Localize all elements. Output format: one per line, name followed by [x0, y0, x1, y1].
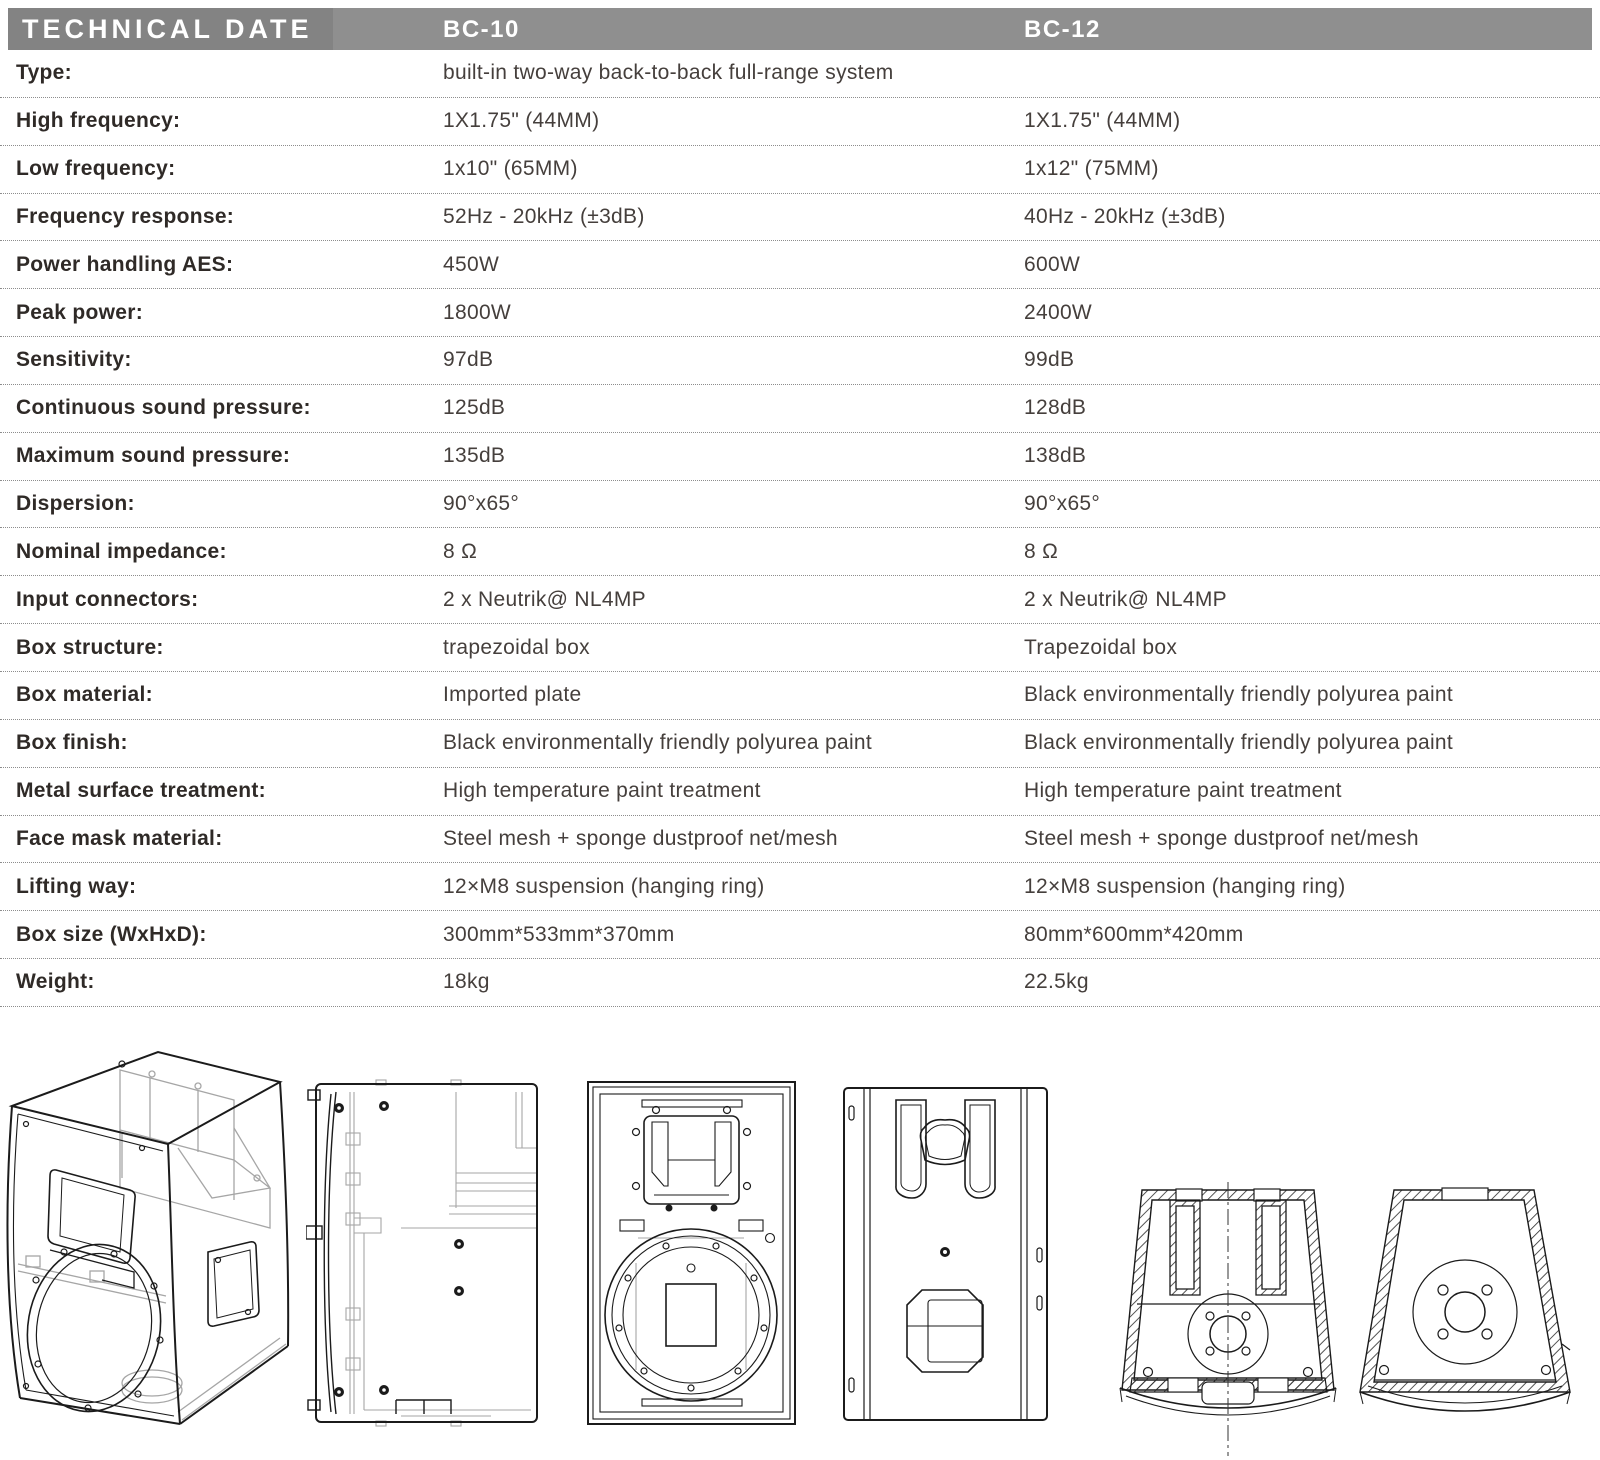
row-value-bc12: High temperature paint treatment — [1024, 779, 1342, 803]
table-header-bar — [8, 8, 1592, 50]
table-row — [0, 50, 1600, 98]
row-label: Lifting way: — [16, 874, 137, 898]
row-value-bc12: 1X1.75" (44MM) — [1024, 109, 1181, 133]
drawing-side-view — [306, 1078, 548, 1430]
table-row — [0, 385, 1600, 433]
row-value-bc10: 18kg — [443, 970, 490, 994]
row-label: Type: — [16, 61, 72, 85]
row-value-bc10: 12×M8 suspension (hanging ring) — [443, 874, 765, 898]
spec-table-rows — [0, 50, 1600, 1007]
row-value-bc10: High temperature paint treatment — [443, 779, 761, 803]
page-title: TECHNICAL DATE — [22, 14, 313, 44]
table-row — [0, 481, 1600, 529]
row-value-bc10: built-in two-way back-to-back full-range system — [443, 61, 894, 85]
row-value-bc10: 90°x65° — [443, 492, 520, 516]
row-label: Box size (WxHxD): — [16, 922, 207, 946]
table-row — [0, 576, 1600, 624]
table-row — [0, 720, 1600, 768]
row-label: Continuous sound pressure: — [16, 396, 311, 420]
table-row — [0, 289, 1600, 337]
row-value-bc10: 8 Ω — [443, 539, 478, 563]
drawing-top-section-view — [1106, 1182, 1352, 1460]
row-value-bc12: 2400W — [1024, 300, 1093, 324]
row-value-bc10: 135dB — [443, 444, 506, 468]
row-label: Metal surface treatment: — [16, 779, 266, 803]
row-label: Nominal impedance: — [16, 539, 227, 563]
row-value-bc10: Black environmentally friendly polyurea paint — [443, 731, 873, 755]
row-label: Box structure: — [16, 635, 164, 659]
row-value-bc12: 2 x Neutrik@ NL4MP — [1024, 587, 1227, 611]
table-row — [0, 624, 1600, 672]
row-label: Dispersion: — [16, 492, 135, 516]
table-row — [0, 911, 1600, 959]
row-value-bc12: 1x12" (75MM) — [1024, 157, 1159, 181]
drawing-perspective-wireframe-view — [2, 1028, 292, 1432]
row-label: Weight: — [16, 970, 95, 994]
row-value-bc12: Black environmentally friendly polyurea paint — [1024, 683, 1454, 707]
row-value-bc12: 128dB — [1024, 396, 1087, 420]
row-label: Maximum sound pressure: — [16, 444, 291, 468]
column-header-bc12: BC-12 — [1024, 16, 1101, 43]
row-value-bc10: 450W — [443, 252, 500, 276]
drawing-front-baffle-view — [584, 1078, 800, 1430]
row-value-bc12: 8 Ω — [1024, 539, 1059, 563]
row-label: High frequency: — [16, 109, 181, 133]
row-label: Power handling AES: — [16, 252, 234, 276]
row-value-bc12: Steel mesh + sponge dustproof net/mesh — [1024, 826, 1419, 850]
drawing-bottom-section-view — [1350, 1182, 1582, 1460]
row-value-bc12: 12×M8 suspension (hanging ring) — [1024, 874, 1346, 898]
table-row — [0, 146, 1600, 194]
row-label: Peak power: — [16, 300, 144, 324]
row-value-bc10: trapezoidal box — [443, 635, 590, 659]
row-value-bc10: 1800W — [443, 300, 512, 324]
drawing-back-panel-view — [838, 1080, 1054, 1430]
row-value-bc12: 22.5kg — [1024, 970, 1089, 994]
column-header-bc10: BC-10 — [443, 16, 520, 43]
row-value-bc10: 97dB — [443, 348, 494, 372]
row-value-bc12: 138dB — [1024, 444, 1087, 468]
table-row — [0, 98, 1600, 146]
table-row — [0, 863, 1600, 911]
row-value-bc10: 1X1.75" (44MM) — [443, 109, 600, 133]
table-row — [0, 672, 1600, 720]
row-label: Frequency response: — [16, 204, 235, 228]
row-label: Low frequency: — [16, 157, 176, 181]
row-label: Sensitivity: — [16, 348, 132, 372]
technical-drawings — [0, 1012, 1600, 1460]
row-value-bc12: 40Hz - 20kHz (±3dB) — [1024, 204, 1226, 228]
table-row — [0, 768, 1600, 816]
row-value-bc10: Imported plate — [443, 683, 582, 707]
table-row — [0, 959, 1600, 1007]
row-label: Input connectors: — [16, 587, 199, 611]
row-value-bc12: 80mm*600mm*420mm — [1024, 922, 1244, 946]
table-row — [0, 194, 1600, 242]
row-value-bc10: 125dB — [443, 396, 506, 420]
row-value-bc12: Trapezoidal box — [1024, 635, 1178, 659]
row-value-bc10: 300mm*533mm*370mm — [443, 922, 675, 946]
table-row — [0, 433, 1600, 481]
row-value-bc12: 99dB — [1024, 348, 1075, 372]
row-value-bc10: Steel mesh + sponge dustproof net/mesh — [443, 826, 838, 850]
row-value-bc12: 90°x65° — [1024, 492, 1101, 516]
row-value-bc12: 600W — [1024, 252, 1081, 276]
table-row — [0, 241, 1600, 289]
row-value-bc10: 1x10" (65MM) — [443, 157, 578, 181]
table-row — [0, 816, 1600, 864]
row-value-bc10: 2 x Neutrik@ NL4MP — [443, 587, 646, 611]
row-label: Box finish: — [16, 731, 128, 755]
table-row — [0, 337, 1600, 385]
row-value-bc10: 52Hz - 20kHz (±3dB) — [443, 204, 645, 228]
row-value-bc12: Black environmentally friendly polyurea paint — [1024, 731, 1454, 755]
table-row — [0, 528, 1600, 576]
row-label: Box material: — [16, 683, 153, 707]
row-label: Face mask material: — [16, 826, 223, 850]
